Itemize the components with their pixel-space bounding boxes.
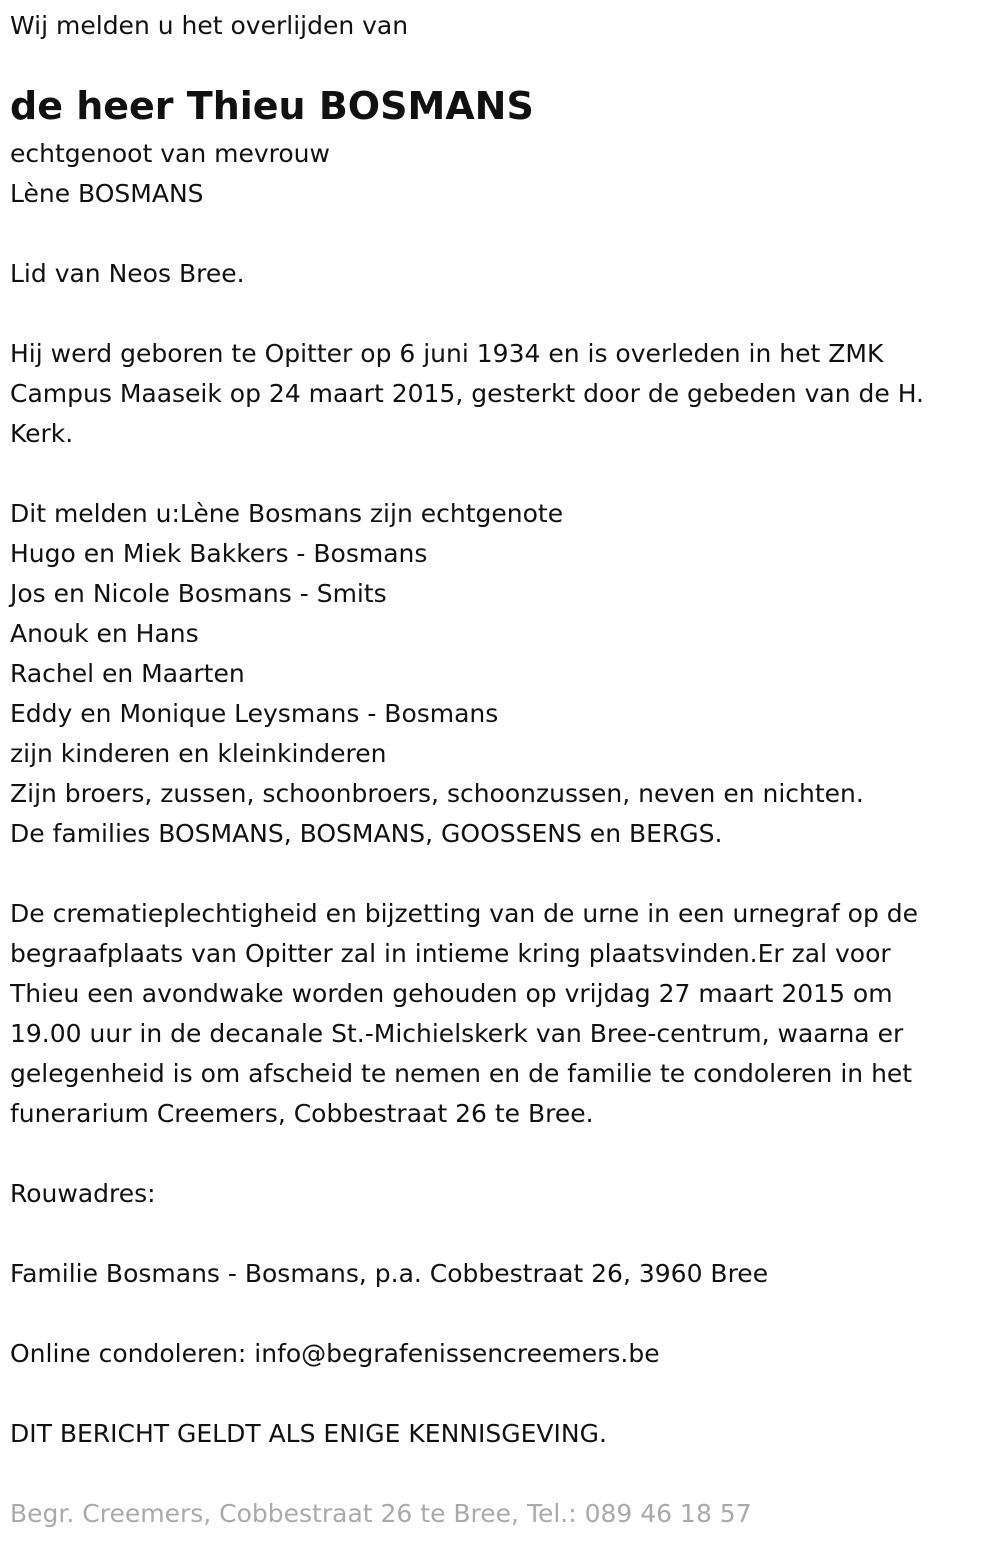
sole-notice: DIT BERICHT GELDT ALS ENIGE KENNISGEVING. xyxy=(10,1419,607,1448)
ceremony-line: De crematieplechtigheid en bijzetting van de urne in een urnegraf op de xyxy=(10,899,919,928)
ceremony-line: 19.00 uur in de decanale St.-Michielskerk van Bree-centrum, waarna er xyxy=(10,1019,904,1048)
announced-by-line: zijn kinderen en kleinkinderen xyxy=(10,739,387,768)
online-condolence-block xyxy=(10,1334,990,1374)
spouse-block xyxy=(10,134,990,214)
ceremony-line: begraafplaats van Opitter zal in intieme kring plaatsvinden.Er zal voor xyxy=(10,939,891,968)
announced-by-line: Rachel en Maarten xyxy=(10,659,245,688)
mourning-address-label: Rouwadres: xyxy=(10,1179,156,1208)
mourning-address-block xyxy=(10,1254,990,1294)
announced-by-line: Jos en Nicole Bosmans - Smits xyxy=(10,579,387,608)
intro-text: Wij melden u het overlijden van xyxy=(10,11,409,40)
mourning-address-label-block xyxy=(10,1174,990,1214)
deceased-name: de heer Thieu BOSMANS xyxy=(10,84,534,128)
ceremony-block xyxy=(10,894,990,1134)
birth-death-line: Hij werd geboren te Opitter op 6 juni 1934 en is overleden in het ZMK xyxy=(10,339,884,368)
funeral-home-footer: Begr. Creemers, Cobbestraat 26 te Bree, Tel.: 089 46 18 57 xyxy=(10,1499,752,1528)
spouse-label: echtgenoot van mevrouw xyxy=(10,139,330,168)
announced-by-block xyxy=(10,494,990,854)
ceremony-line: gelegenheid is om afscheid te nemen en de familie te condoleren in het xyxy=(10,1059,913,1088)
spouse-name: Lène BOSMANS xyxy=(10,179,204,208)
announced-by-line: Dit melden u:Lène Bosmans zijn echtgenote xyxy=(10,499,564,528)
announced-by-line: Anouk en Hans xyxy=(10,619,199,648)
announced-by-line: Eddy en Monique Leysmans - Bosmans xyxy=(10,699,499,728)
announced-by-line: Hugo en Miek Bakkers - Bosmans xyxy=(10,539,428,568)
birth-death-line: Kerk. xyxy=(10,419,74,448)
membership-text: Lid van Neos Bree. xyxy=(10,259,245,288)
ceremony-line: Thieu een avondwake worden gehouden op vrijdag 27 maart 2015 om xyxy=(10,979,893,1008)
membership-block xyxy=(10,254,990,294)
announced-by-line: De families BOSMANS, BOSMANS, GOOSSENS en BERGS. xyxy=(10,819,723,848)
birth-death-block xyxy=(10,334,990,454)
mourning-address: Familie Bosmans - Bosmans, p.a. Cobbestraat 26, 3960 Bree xyxy=(10,1259,769,1288)
announced-by-line: Zijn broers, zussen, schoonbroers, schoonzussen, neven en nichten. xyxy=(10,779,864,808)
online-condolence: Online condoleren: info@begrafenissencreemers.be xyxy=(10,1339,660,1368)
birth-death-line: Campus Maaseik op 24 maart 2015, gesterkt door de gebeden van de H. xyxy=(10,379,925,408)
ceremony-line: funerarium Creemers, Cobbestraat 26 te Bree. xyxy=(10,1099,594,1128)
notice-block xyxy=(10,1414,990,1454)
